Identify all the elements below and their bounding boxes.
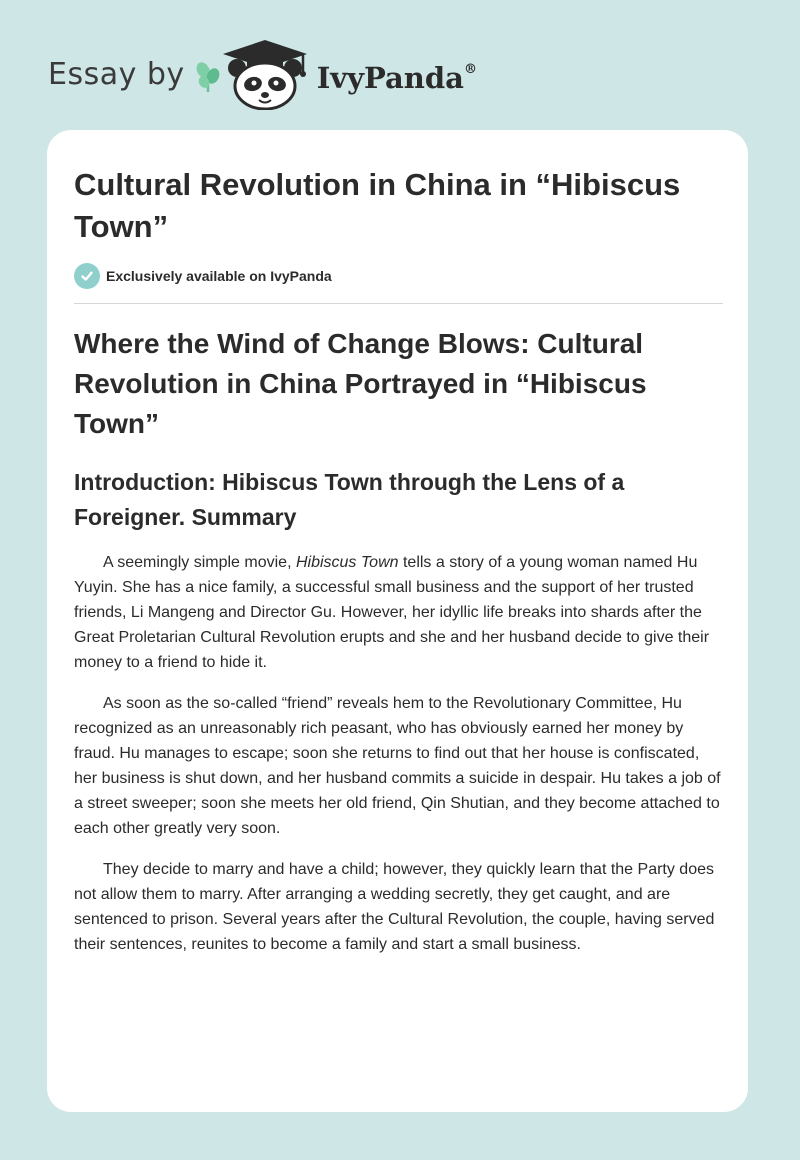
exclusive-badge-label: Exclusively available on IvyPanda bbox=[106, 268, 332, 284]
section-subheading: Introduction: Hibiscus Town through the Lens of a Foreigner. Summary bbox=[74, 469, 625, 530]
page-title: Cultural Revolution in China in “Hibiscus Town” bbox=[74, 167, 681, 244]
divider bbox=[74, 303, 723, 304]
check-icon bbox=[74, 263, 100, 289]
brand-header[interactable] bbox=[48, 34, 477, 114]
panda-logo-icon bbox=[217, 38, 313, 110]
article-heading: Where the Wind of Change Blows: Cultural Revolution in China Portrayed in “Hibiscus Town” bbox=[74, 328, 647, 439]
essay-by-label: Essay by bbox=[48, 56, 185, 92]
paragraph-2: As soon as the so-called “friend” reveals hem to the Revolutionary Committee, Hu recognized as an unreasonably rich peasant, who has obviously earned her money by fraud. Hu manages to escape; soon she returns to find out that her house is confiscated, her business is shut down, and her husband commits a suicide in despair. Hu takes a job of a street sweeper; soon she meets her old friend, Qin Shutian, and they become attached to each other greatly very soon. bbox=[74, 695, 721, 837]
paragraph-3: They decide to marry and have a child; however, they quickly learn that the Party does not allow them to marry. After arranging a wedding secretly, they get caught, and are sentenced to prison. Several years after the Cultural Revolution, the couple, having served their sentences, reunites to become a family and start a small business. bbox=[74, 861, 715, 953]
exclusive-badge bbox=[74, 263, 332, 289]
article-body bbox=[74, 550, 723, 973]
article-card bbox=[47, 130, 748, 1112]
paragraph-1: A seemingly simple movie, Hibiscus Town tells a story of a young woman named Hu Yuyin. She has a nice family, a successful small business and the support of her trusted friends, Li Mangeng and Director Gu. However, her idyllic life breaks into shards after the Great Proletarian Cultural Revolution erupts and she and her husband decide to give their money to a friend to hide it. bbox=[74, 554, 710, 671]
brand-name: IvyPanda® bbox=[316, 61, 477, 95]
